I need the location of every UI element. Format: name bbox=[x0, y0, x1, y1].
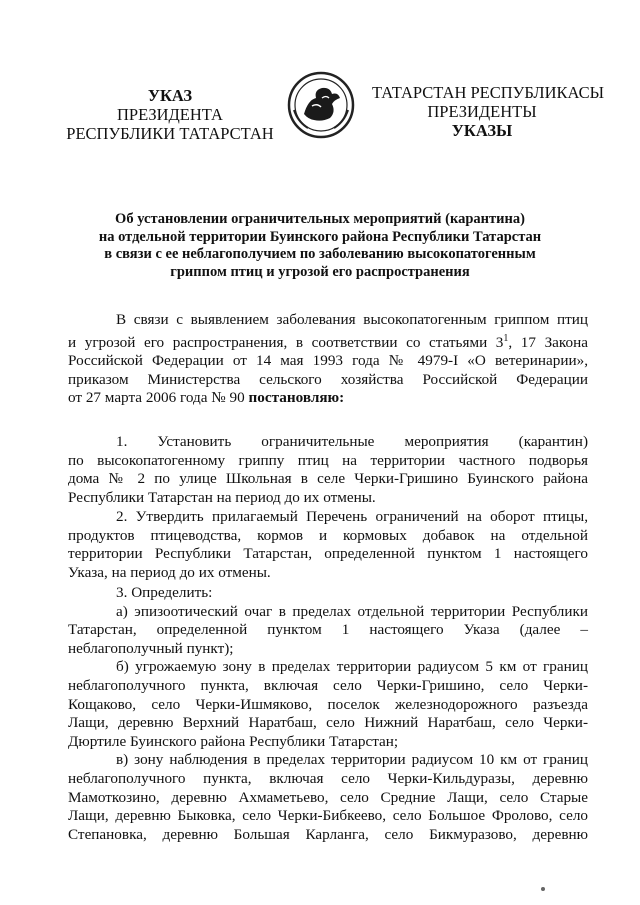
intro-decree-word: постановляю: bbox=[248, 389, 345, 407]
item-3c-line-5: Степановка, деревню Большая Карланга, село Бикмуразово, деревню bbox=[68, 825, 588, 843]
item-2-line-1: 2. Утвердить прилагаемый Перечень ограничений на оборот птицы, bbox=[116, 508, 588, 525]
item-3c-line-4: Лащи, деревню Быковка, село Черки-Бибкеево, село Большое Фролово, село bbox=[68, 807, 588, 825]
intro-superscript: 1 bbox=[503, 332, 509, 344]
header-right-line-2: ПРЕЗИДЕНТЫ bbox=[427, 102, 537, 121]
intro-line-2 bbox=[68, 330, 588, 353]
item-2-paragraph bbox=[68, 508, 588, 582]
title-line-4: гриппом птиц и угрозой его распространения bbox=[170, 263, 470, 280]
item-3b-line-3: Кощаково, село Черки-Ишмяково, поселок железнодорожного разъезда bbox=[68, 695, 588, 713]
item-3b-line-1: б) угрожаемую зону в пределах территории радиусом 5 км от границ bbox=[116, 658, 588, 676]
item-3a-line-2: Татарстан, определенной пунктом 1 настоящего Указа (далее – bbox=[68, 621, 588, 639]
item-1-paragraph bbox=[68, 433, 588, 507]
item-2-line-2: продуктов птицеводства, кормов и кормовых добавок на отдельной bbox=[68, 526, 588, 544]
intro-line-2-text: и угрозой его распространения, в соответствии со статьями 3 bbox=[68, 333, 504, 351]
intro-line-5-text: от 27 марта 2006 года № 90 bbox=[68, 389, 249, 407]
coat-of-arms-emblem bbox=[286, 70, 356, 140]
item-1-line-1: 1. Установить ограничительные мероприятия (карантин) bbox=[116, 433, 588, 450]
item-3a-line-3: неблагополучный пункт); bbox=[68, 639, 234, 657]
item-3b-line-5: Дюртиле Буинского района Республики Татарстан; bbox=[68, 732, 399, 750]
header-left-block bbox=[60, 86, 280, 143]
item-3-section bbox=[68, 584, 588, 844]
item-3c-line-1: в) зону наблюдения в пределах территории радиусом 10 км от границ bbox=[116, 751, 588, 769]
header-left-line-2: ПРЕЗИДЕНТА bbox=[117, 105, 223, 124]
intro-line-2-tail: , 17 Закона bbox=[508, 333, 588, 351]
intro-paragraph bbox=[68, 311, 588, 408]
document-title bbox=[40, 211, 600, 281]
item-3c-line-2: неблагополучного пункта, включая село Черки-Кильдуразы, деревню bbox=[68, 769, 588, 787]
item-2-line-3: территории Республики Татарстан, определенной пунктом 1 настоящего bbox=[68, 545, 588, 563]
scan-speck bbox=[541, 887, 545, 891]
item-3b-line-2: неблагополучного пункта, включая село Черки-Гришино, село Черки- bbox=[68, 676, 588, 694]
header-right-block bbox=[372, 83, 605, 140]
title-line-1: Об установлении ограничительных мероприятий (карантина) bbox=[115, 211, 525, 227]
item-2-line-4: Указа, на период до их отмены. bbox=[68, 563, 271, 581]
intro-line-4: приказом Министерства сельского хозяйства Российской Федерации bbox=[68, 370, 588, 388]
intro-line-3: Российской Федерации от 14 мая 1993 года № 4979-I «О ветеринарии», bbox=[68, 352, 588, 370]
item-1-line-3: дома № 2 по улице Школьная в селе Черки-Гришино Буинского района bbox=[68, 470, 588, 488]
header-left-line-1: УКАЗ bbox=[147, 86, 193, 105]
header-left-line-3: РЕСПУБЛИКИ ТАТАРСТАН bbox=[66, 124, 274, 143]
item-1-line-4: Республики Татарстан на период до их отмены. bbox=[68, 488, 376, 506]
intro-line-1: В связи с выявлением заболевания высокопатогенным гриппом птиц bbox=[116, 311, 588, 328]
item-1-line-2: по высокопатогенному гриппу птиц на территории частного подворья bbox=[68, 451, 588, 469]
header-right-line-3: УКАЗЫ bbox=[451, 121, 513, 140]
item-3a-line-1: а) эпизоотический очаг в пределах отдельной территории Республики bbox=[116, 602, 588, 620]
item-3-heading: 3. Определить: bbox=[116, 584, 213, 601]
title-line-3: в связи с ее неблагополучием по заболеванию высокопатогенным bbox=[104, 246, 536, 262]
item-3b-line-4: Лащи, деревню Верхний Наратбаш, село Нижний Наратбаш, село Черки- bbox=[68, 714, 588, 732]
header-right-line-1: ТАТАРСТАН РЕСПУБЛИКАСЫ bbox=[372, 83, 605, 102]
item-3c-line-3: Мамоткозино, деревню Ахмаметьево, село Средние Лащи, село Старые bbox=[68, 788, 588, 806]
intro-line-5 bbox=[68, 389, 588, 408]
title-line-2: на отдельной территории Буинского района Республики Татарстан bbox=[98, 228, 542, 245]
